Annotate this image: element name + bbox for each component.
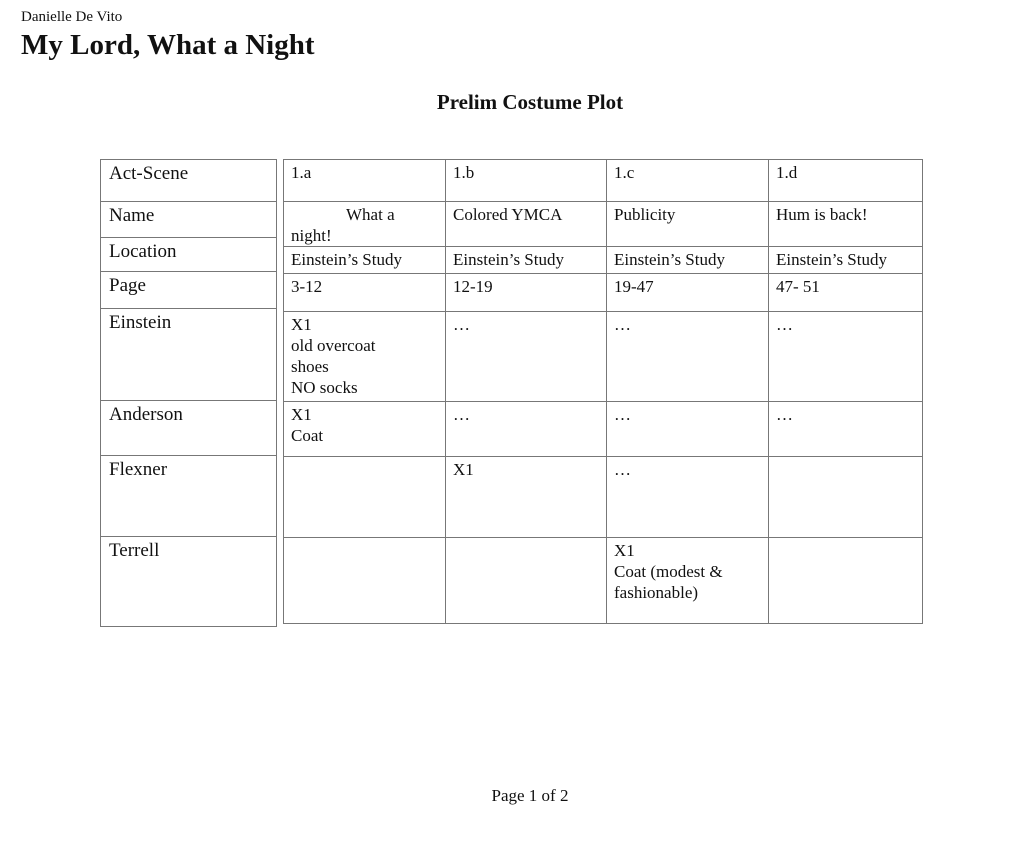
cell-act-scene-1d: 1.d: [769, 160, 923, 202]
cell-terrell-1d: [769, 538, 923, 624]
cell-flexner-1b: X1: [446, 457, 607, 538]
table-row-location: [284, 247, 923, 274]
row-label-einstein: Einstein: [101, 309, 277, 401]
cell-location-1b: Einstein’s Study: [446, 247, 607, 274]
cell-act-scene-1a: 1.a: [284, 160, 446, 202]
cell-act-scene-1c: 1.c: [607, 160, 769, 202]
row-label-page: Page: [101, 272, 277, 309]
cell-name-1b: Colored YMCA: [446, 202, 607, 247]
cell-location-1a: Einstein’s Study: [284, 247, 446, 274]
row-label-anderson: Anderson: [101, 401, 277, 456]
cell-name-1d: Hum is back!: [769, 202, 923, 247]
cell-page-1b: 12-19: [446, 274, 607, 312]
row-label-terrell: Terrell: [101, 537, 277, 627]
cell-anderson-1a: X1 Coat: [284, 402, 446, 457]
page-number: Page 1 of 2: [491, 786, 569, 805]
cell-page-1c: 19-47: [607, 274, 769, 312]
cell-flexner-1c: …: [607, 457, 769, 538]
row-label-table: [100, 159, 277, 627]
cell-flexner-1d: [769, 457, 923, 538]
cell-act-scene-1b: 1.b: [446, 160, 607, 202]
plot-title: Prelim Costume Plot: [436, 90, 624, 114]
cell-einstein-1a: X1 old overcoat shoes NO socks: [284, 312, 446, 402]
cell-anderson-1d: …: [769, 402, 923, 457]
cell-anderson-1b: …: [446, 402, 607, 457]
costume-plot-grid: [283, 159, 922, 624]
cell-terrell-1a: [284, 538, 446, 624]
cell-anderson-1c: …: [607, 402, 769, 457]
cell-einstein-1b: …: [446, 312, 607, 402]
table-row-anderson: [284, 402, 923, 457]
costume-plot-table: [283, 159, 923, 624]
cell-name-1a: What a night!: [284, 202, 446, 247]
cell-location-1d: Einstein’s Study: [769, 247, 923, 274]
row-label-act-scene: Act-Scene: [101, 160, 277, 202]
cell-einstein-1d: …: [769, 312, 923, 402]
cell-terrell-1b: [446, 538, 607, 624]
row-label-flexner: Flexner: [101, 456, 277, 537]
table-row-terrell: [284, 538, 923, 624]
cell-page-1a: 3-12: [284, 274, 446, 312]
author-name: Danielle De Vito: [21, 9, 123, 25]
table-row-flexner: [284, 457, 923, 538]
cell-location-1c: Einstein’s Study: [607, 247, 769, 274]
table-row-act-scene: [284, 160, 923, 202]
row-label-name: Name: [101, 202, 277, 238]
row-label-location: Location: [101, 238, 277, 272]
cell-page-1d: 47- 51: [769, 274, 923, 312]
table-row-einstein: [284, 312, 923, 402]
cell-name-1c: Publicity: [607, 202, 769, 247]
row-label-column: [100, 159, 277, 627]
cell-terrell-1c: X1 Coat (modest & fashionable): [607, 538, 769, 624]
cell-flexner-1a: [284, 457, 446, 538]
table-row-name: [284, 202, 923, 247]
show-title: My Lord, What a Night: [21, 29, 315, 61]
cell-einstein-1c: …: [607, 312, 769, 402]
table-row-page: [284, 274, 923, 312]
